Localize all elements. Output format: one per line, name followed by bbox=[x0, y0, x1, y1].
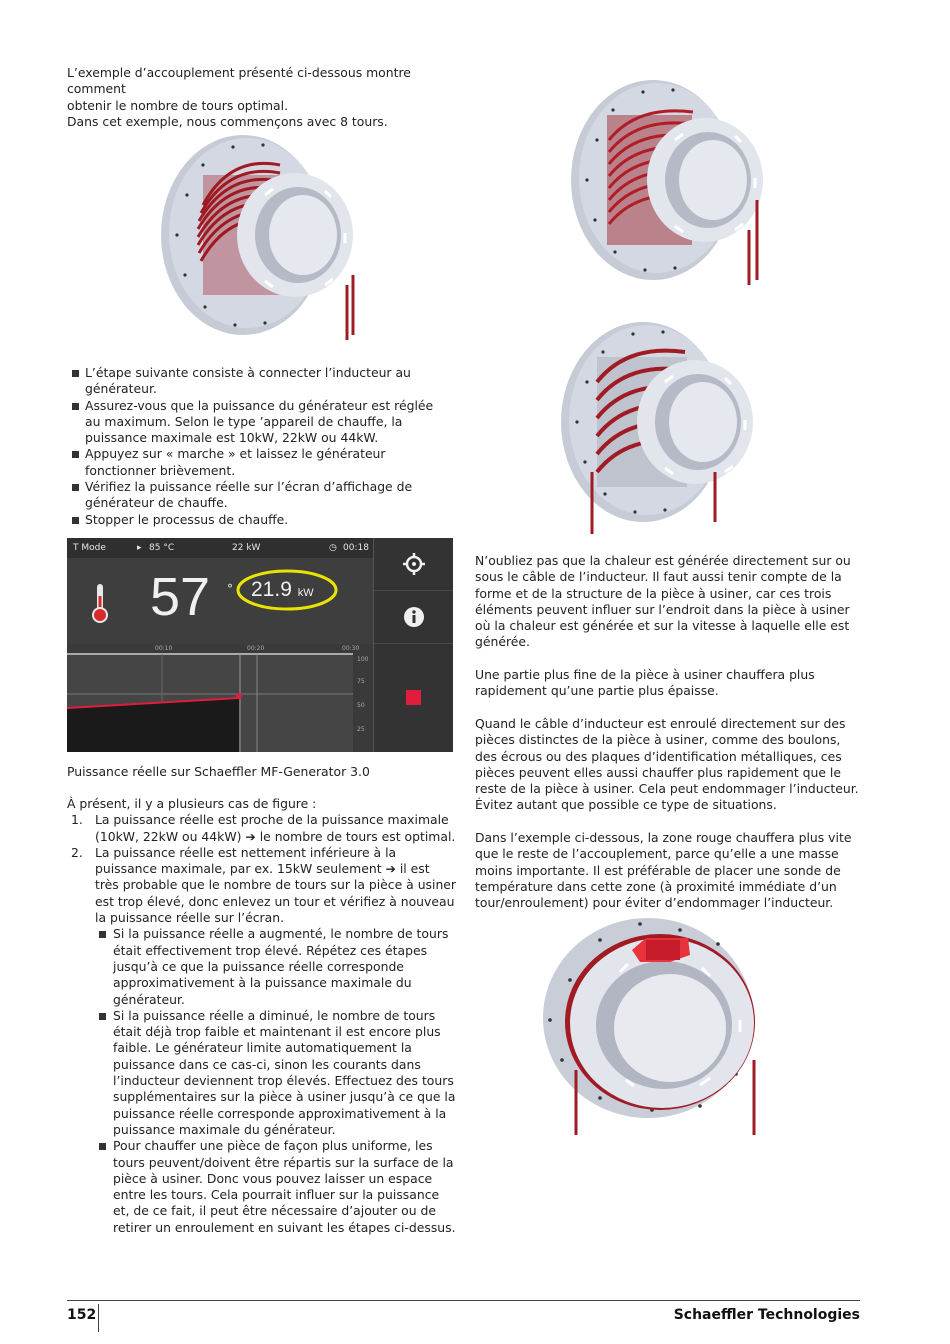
case-text: La puissance réelle est nettement inférieure à la puissance maximale, par ex. 15kW seulement ➔ il est très probable que le nombre de tours sur la pièce à usiner est trop élevé, donc enlevez un tour et vérifiez à nouveau la puissance réelle sur l’écran. bbox=[95, 844, 457, 926]
target-temp: 85 °C bbox=[149, 543, 175, 553]
footer-rule bbox=[67, 1300, 860, 1301]
power-setting: 22 kW bbox=[232, 543, 261, 553]
intro-line-2: obtenir le nombre de tours optimal. bbox=[67, 97, 289, 113]
intro-paragraph bbox=[67, 65, 457, 130]
case-text: La puissance réelle est proche de la puissance maximale (10kW, 22kW ou 44kW) ➔ le nombre de tours est optimal. bbox=[95, 812, 456, 844]
intro-line-1: L’exemple d’accouplement présenté ci-dessous montre comment bbox=[67, 65, 411, 97]
step-item: Stopper le processus de chauffe. bbox=[67, 512, 442, 528]
coupling-keyway-hotspot-image bbox=[540, 910, 770, 1140]
coupling-evenly-wound-image bbox=[565, 80, 770, 290]
cases-section bbox=[67, 796, 457, 1236]
step-item: Appuyez sur « marche » et laissez le générateur fonctionner brièvement. bbox=[67, 446, 442, 479]
time-tick: 00:10 bbox=[155, 645, 173, 652]
y-tick: 50 bbox=[357, 702, 365, 709]
mode-label: T Mode bbox=[73, 543, 106, 553]
stop-icon bbox=[406, 690, 421, 705]
stop-button[interactable] bbox=[374, 644, 453, 752]
right-paragraph-2: Une partie plus fine de la pièce à usiner chauffera plus rapidement qu’une partie plus épaisse. bbox=[475, 667, 815, 699]
generator-screen bbox=[67, 538, 453, 752]
y-tick: 75 bbox=[357, 678, 365, 685]
time-tick: 00:30 bbox=[342, 645, 360, 652]
case-number: 2. bbox=[71, 844, 83, 860]
right-paragraph-3: Quand le câble d’inducteur est enroulé directement sur des pièces distinctes de la pièce à usiner, comme des boulons, des écrous ou des plaques d’identification métalliques, ces pièces peuvent elles aussi chauffer plus rapidement que le reste de la pièce à usiner. Cela peut endommager l’inducteur. Évitez autant que possible ce type de situations. bbox=[475, 715, 859, 813]
step-item: Vérifiez la puissance réelle sur l’écran d’affichage de générateur de chauffe. bbox=[67, 479, 442, 512]
power-trend-chart bbox=[67, 644, 373, 752]
screen-side-panel bbox=[373, 538, 453, 752]
current-temperature: 57 bbox=[150, 567, 211, 627]
right-paragraph-4: Dans l’exemple ci-dessous, la zone rouge chauffera plus vite que le reste de l’accouplement, parce qu’elle a une masse moins importante. Il est préférable de placer une sonde de température dans cette zone (à proximité immédiate d’un tour/enroulement) pour éviter d’endommager l’inducteur. bbox=[475, 830, 852, 911]
sub-case-item: Pour chauffer une pièce de façon plus uniforme, les tours peuvent/doivent être répartis sur la surface de la pièce à usiner. Donc vous pouvez laisser un espace entre les tours. Cela pourrait influer sur la puissance et, de ce fait, il peut être nécessaire d’ajouter ou de retirer un enroulement en suivant les étapes ci-dessus. bbox=[95, 1138, 457, 1236]
brand-name: Schaeffler Technologies bbox=[673, 1307, 860, 1323]
case-item-1 bbox=[67, 812, 457, 845]
cases-intro: À présent, il y a plusieurs cas de figure : bbox=[67, 796, 317, 811]
y-tick: 100 bbox=[357, 656, 369, 663]
intro-line-3: Dans cet exemple, nous commençons avec 8 tours. bbox=[67, 113, 388, 129]
steps-list bbox=[67, 365, 442, 528]
play-icon: ▸ bbox=[137, 543, 142, 553]
page-number: 152 bbox=[67, 1307, 97, 1323]
sub-case-item: Si la puissance réelle a augmenté, le nombre de tours était effectivement trop élevé. Répétez ces étapes jusqu’à ce que la puissance réelle corresponde approximativement à la puissance maximale du générateur. bbox=[95, 926, 457, 1007]
actual-power-value: 21.9 bbox=[251, 578, 292, 601]
actual-power-unit: kW bbox=[297, 587, 314, 599]
step-item: L’étape suivante consiste à connecter l’inducteur au générateur. bbox=[67, 365, 442, 398]
right-column-text bbox=[475, 553, 860, 912]
sub-case-item: Si la puissance réelle a diminué, le nombre de tours était déjà trop faible et maintenant il est encore plus faible. Le générateur limite automatiquement la puissance dans ce cas-ci, sinon les courants dans l’inducteur deviennent trop élevés. Effectuez des tours supplémentaires sur la pièce à usiner jusqu’à ce que la puissance réelle corresponde approximativement à la puissance maximale du générateur. bbox=[95, 1008, 457, 1138]
timer-value: 00:18 bbox=[343, 543, 369, 553]
case-item-2 bbox=[67, 845, 457, 926]
case-number: 1. bbox=[71, 812, 83, 828]
screen-caption: Puissance réelle sur Schaeffler MF-Generator 3.0 bbox=[67, 764, 370, 779]
screen-status-bar bbox=[67, 538, 373, 558]
right-paragraph-1: N’oubliez pas que la chaleur est générée directement sur ou sous le câble de l’inducteur. Il faut aussi tenir compte de la forme et de la structure de la pièce à usiner, car ces trois éléments peuvent influer sur l’endroit dans la pièce à usiner où la chaleur est générée et sur la vitesse à laquelle elle est générée. bbox=[475, 553, 851, 650]
thermometer-icon bbox=[91, 582, 109, 624]
degree-sign: ° bbox=[227, 582, 233, 596]
actual-power bbox=[251, 578, 314, 602]
y-tick: 25 bbox=[357, 726, 365, 733]
coupling-spaced-turns-image bbox=[555, 322, 760, 537]
info-icon bbox=[403, 606, 425, 628]
coupling-8-turns-image bbox=[155, 135, 360, 345]
crosshair-icon bbox=[403, 553, 425, 575]
target-button[interactable] bbox=[374, 538, 453, 591]
page-number-divider bbox=[98, 1304, 99, 1332]
time-tick: 00:20 bbox=[247, 645, 265, 652]
info-button[interactable] bbox=[374, 591, 453, 644]
clock-icon: ◷ bbox=[329, 543, 337, 553]
step-item: Assurez-vous que la puissance du générateur est réglée au maximum. Selon le type ’appareil de chauffe, la puissance maximale est 10kW, 22kW ou 44kW. bbox=[67, 398, 442, 447]
